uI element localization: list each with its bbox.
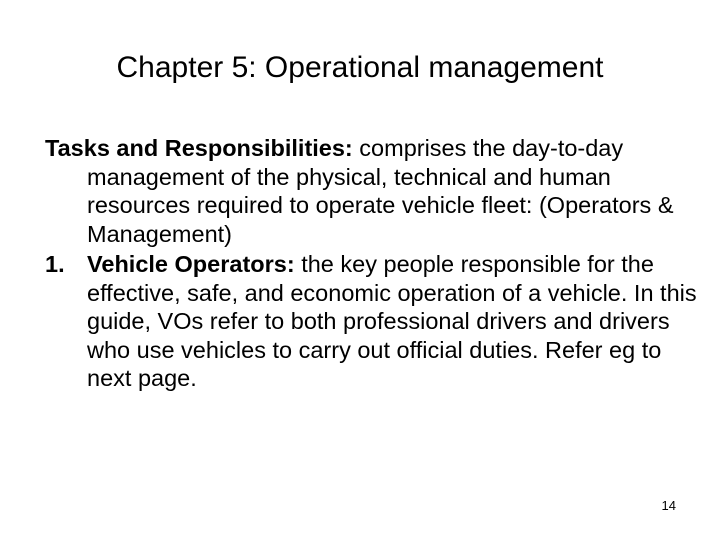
list-item-text: the key people responsible for the effective, safe, and economic operation of a vehicle. In this guide, VOs refer to both professional drivers and drivers who use vehicles to carry out official duties. Refer eg to next page. xyxy=(87,251,697,391)
list-item-number: 1. xyxy=(45,251,65,277)
list-item xyxy=(45,250,705,393)
slide-body xyxy=(45,134,705,393)
intro-term: Tasks and Responsibilities: xyxy=(45,135,353,161)
intro-paragraph xyxy=(45,134,705,248)
slide-title: Chapter 5: Operational management xyxy=(116,51,604,84)
page-number: 14 xyxy=(661,498,676,513)
list-item-term: Vehicle Operators: xyxy=(87,251,295,277)
intro-text: comprises the day-to-day management of the physical, technical and human resources required to operate vehicle fleet: (Operators & Management) xyxy=(87,135,674,247)
